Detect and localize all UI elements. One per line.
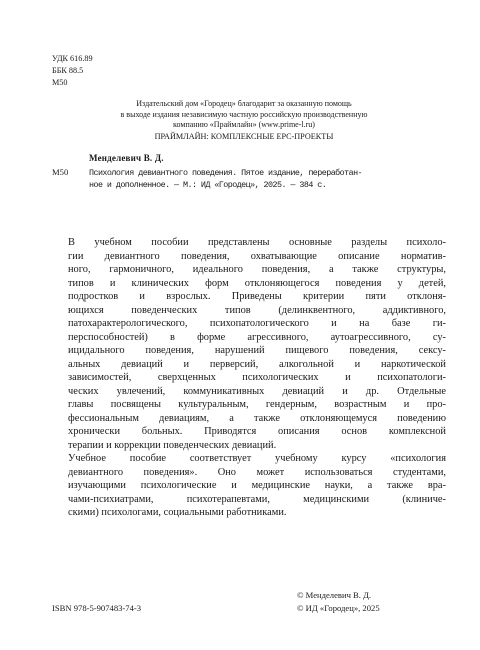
publisher-note	[62, 99, 426, 142]
annotation-line: изучающими психологические и медицинские науки, а также вра-	[68, 480, 446, 491]
bibliography-mark: М50	[52, 167, 69, 177]
copyright-author: © Менделевич В. Д.	[297, 590, 372, 600]
author-mark: М50	[52, 78, 68, 87]
udk-code: УДК 616.89	[52, 54, 93, 63]
annotation-line: патохарактерологического, психопатологического и на базе ги-	[68, 318, 446, 329]
annotation-line: главы посвящены культуральным, гендерным, возрастным и про-	[68, 399, 446, 410]
annotation-line: типов и клинических форм отклоняющегося поведения у детей,	[68, 277, 446, 289]
annotation-line: гии девиантного поведения, охватывающие описание норматив-	[68, 250, 446, 262]
annotation-line: чами-психиатрами, психотерапевтами, медицинскими (клиниче-	[68, 493, 446, 505]
isbn: ISBN 978-5-907483-74-3	[52, 603, 142, 613]
copyright-publisher: © ИД «Городец», 2025	[297, 602, 380, 613]
bibliography-line: Психология девиантного поведения. Пятое издание, переработан-	[89, 168, 363, 178]
copyright-block	[297, 589, 380, 614]
annotation-line: фессиональным девиациям, а также отклоняющемуся поведению	[68, 412, 446, 424]
annotation-paragraph-2	[68, 452, 446, 520]
bbk-code: ББК 88.5	[52, 66, 84, 75]
annotation-line: скими) психологами, социальными работниками.	[68, 507, 287, 518]
bibliographic-description	[89, 167, 434, 191]
annotation-line: хронически больных. Приводятся описания основ комплексной	[68, 426, 446, 437]
annotation-line: ющихся поведенческих типов (делинквентного, аддиктивного,	[68, 304, 446, 316]
sponsor-slogan: ПРАЙМЛАЙН: КОМПЛЕКСНЫЕ EPC-ПРОЕКТЫ	[154, 131, 334, 141]
annotation-line: ицидального поведения, нарушений пищевого поведения, сексу-	[68, 345, 446, 356]
annotation-line: подростков и взрослых. Приведены критерии пяти отклоня-	[68, 291, 446, 302]
publisher-note-line: Издательский дом «Городец» благодарит за оказанную помощь	[136, 99, 352, 108]
book-author: Менделевич В. Д.	[89, 153, 164, 163]
bibliography-line: ное и дополненное. — М.: ИД «Городец», 2025. — 384 с.	[89, 180, 327, 190]
annotation-line: зависимостей, сверхценных психологических и психопатологи-	[68, 372, 446, 383]
classification-codes	[52, 53, 93, 89]
annotation-line: ческих увлечений, коммуникативных девиаций и др. Отдельные	[68, 385, 446, 397]
annotation-line: терапии и коррекции поведенческих девиаций.	[68, 439, 277, 451]
publisher-note-line: в выходе издания независимую частную российскую производственную	[120, 109, 368, 119]
annotation	[68, 236, 446, 520]
annotation-line: В учебном пособии представлены основные разделы психоло-	[68, 237, 446, 248]
publisher-note-line: компанию «Праймлайн» (www.prime-l.ru)	[173, 120, 315, 129]
annotation-paragraph-1	[68, 236, 446, 452]
annotation-line: альных девиаций и перверсий, алкогольной и наркотической	[68, 358, 446, 370]
annotation-line: ного, гармоничного, идеального поведения, а также структуры,	[68, 264, 446, 275]
annotation-line: перспособностей) в форме агрессивного, аутоагрессивного, су-	[68, 331, 446, 343]
annotation-line: девиантного поведения». Оно может использоваться студентами,	[68, 466, 446, 478]
annotation-line: Учебное пособие соответствует учебному курсу «психология	[68, 453, 446, 464]
